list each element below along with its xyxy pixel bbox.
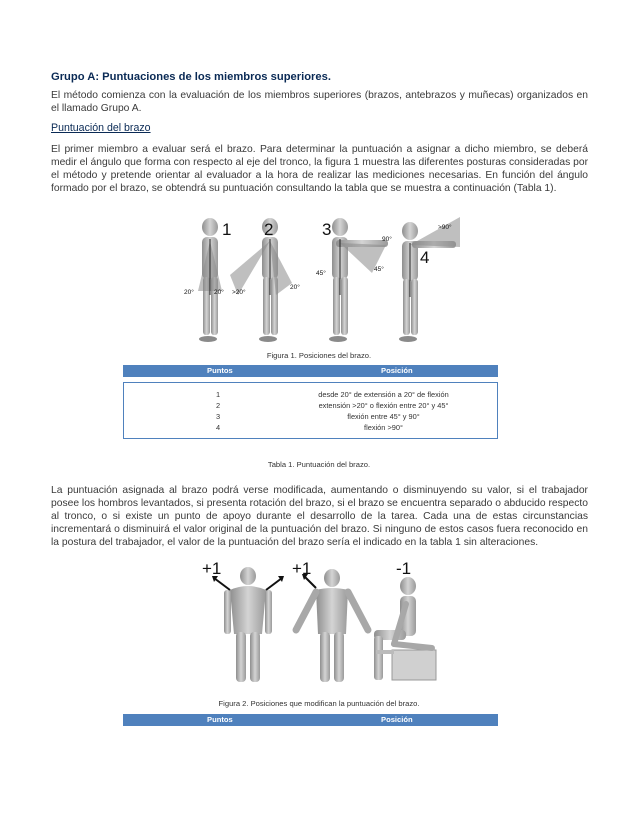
angle-label-gt90: >90° bbox=[438, 224, 452, 231]
supported-arm-figure bbox=[374, 577, 436, 680]
angle-label-20-b: 20° bbox=[214, 289, 224, 296]
angle-label-45-a: 45° bbox=[316, 270, 326, 277]
posture-2-figure bbox=[230, 218, 292, 342]
modifiers-paragraph: La puntuación asignada al brazo podrá verse modificada, aumentando o disminuyendo su valor, si el trabajador posee los hombros levantados, si presenta rotación del brazo, si el brazo se encuentra separado o abducido respecto al tronco, o si existe un punto de apoyo durante el desarrollo de la tarea. Cada una de estas circunstancias incrementará o disminuirá el valor original de la puntuación del brazo. Si ninguno de estos casos fuera reconocido en la postura del trabajador, el valor de la puntuación del brazo sería el indicado en la tabla 1 sin alteraciones. bbox=[51, 485, 588, 549]
section-heading: Grupo A: Puntuaciones de los miembros superiores. bbox=[51, 71, 331, 83]
modifier-plus1-b: +1 bbox=[292, 559, 312, 578]
posture-1-figure bbox=[198, 218, 222, 342]
header-position: Posición bbox=[381, 715, 413, 724]
row-points: 2 bbox=[216, 401, 221, 410]
angle-label-45-b: 45° bbox=[374, 266, 384, 273]
header-points: Puntos bbox=[207, 366, 233, 375]
angle-label-20-c: 20° bbox=[290, 284, 300, 291]
arm-score-table bbox=[123, 365, 498, 439]
table-header bbox=[123, 714, 498, 726]
table-row bbox=[124, 412, 497, 422]
table-row bbox=[124, 390, 497, 400]
row-position: extensión >20° o flexión entre 20° y 45° bbox=[318, 401, 449, 410]
angle-label-gt20: >20° bbox=[232, 289, 246, 296]
posture-number-4: 4 bbox=[420, 248, 430, 267]
posture-3-figure bbox=[329, 218, 388, 342]
posture-4-figure bbox=[399, 217, 460, 342]
row-points: 3 bbox=[216, 412, 221, 421]
row-points: 1 bbox=[216, 390, 221, 399]
angle-label-20-a: 20° bbox=[184, 289, 194, 296]
row-points: 4 bbox=[216, 423, 221, 432]
posture-number-3: 3 bbox=[322, 220, 332, 239]
table-body bbox=[123, 382, 498, 439]
table-header bbox=[123, 365, 498, 377]
table-row bbox=[124, 423, 497, 433]
row-position: flexión entre 45° y 90° bbox=[347, 412, 420, 421]
arm-modifier-table bbox=[123, 714, 498, 726]
header-points: Puntos bbox=[207, 715, 233, 724]
row-position: desde 20° de extensión a 20° de flexión bbox=[318, 390, 449, 399]
modifier-minus1: -1 bbox=[396, 559, 412, 578]
header-position: Posición bbox=[381, 366, 413, 375]
figure-1-arm-positions bbox=[176, 211, 466, 347]
table-1-caption: Tabla 1. Puntuación del brazo. bbox=[267, 460, 371, 469]
abducted-arm-figure bbox=[296, 569, 368, 682]
posture-number-2: 2 bbox=[264, 220, 274, 239]
modifier-plus1-a: +1 bbox=[202, 559, 222, 578]
arm-score-paragraph: El primer miembro a evaluar será el brazo. Para determinar la puntuación a asignar a dicho miembro, se deberá medir el ángulo que forma con respecto al eje del tronco, la figura 1 muestra las diferentes posturas consideradas por el método y pretende orientar al evaluador a la hora de realizar las mediciones necesarias. En función del ángulo formado por el brazo, se obtendrá su puntuación consultando la tabla que se muestra a continuación (Tabla 1). bbox=[51, 144, 588, 195]
angle-label-90: 90° bbox=[382, 236, 392, 243]
intro-paragraph: El método comienza con la evaluación de los miembros superiores (brazos, antebrazos y muñecas) organizados en el llamado Grupo A. bbox=[51, 90, 588, 115]
figure-2-caption: Figura 2. Posiciones que modifican la puntuación del brazo. bbox=[218, 699, 420, 708]
posture-number-1: 1 bbox=[222, 220, 232, 239]
figure-1-caption: Figura 1. Posiciones del brazo. bbox=[266, 351, 372, 360]
raised-shoulders-figure bbox=[212, 567, 284, 682]
table-row bbox=[124, 401, 497, 411]
arm-score-subheading: Puntuación del brazo bbox=[51, 122, 151, 134]
figure-2-modifying-positions bbox=[200, 556, 440, 692]
row-position: flexión >90° bbox=[364, 423, 403, 432]
